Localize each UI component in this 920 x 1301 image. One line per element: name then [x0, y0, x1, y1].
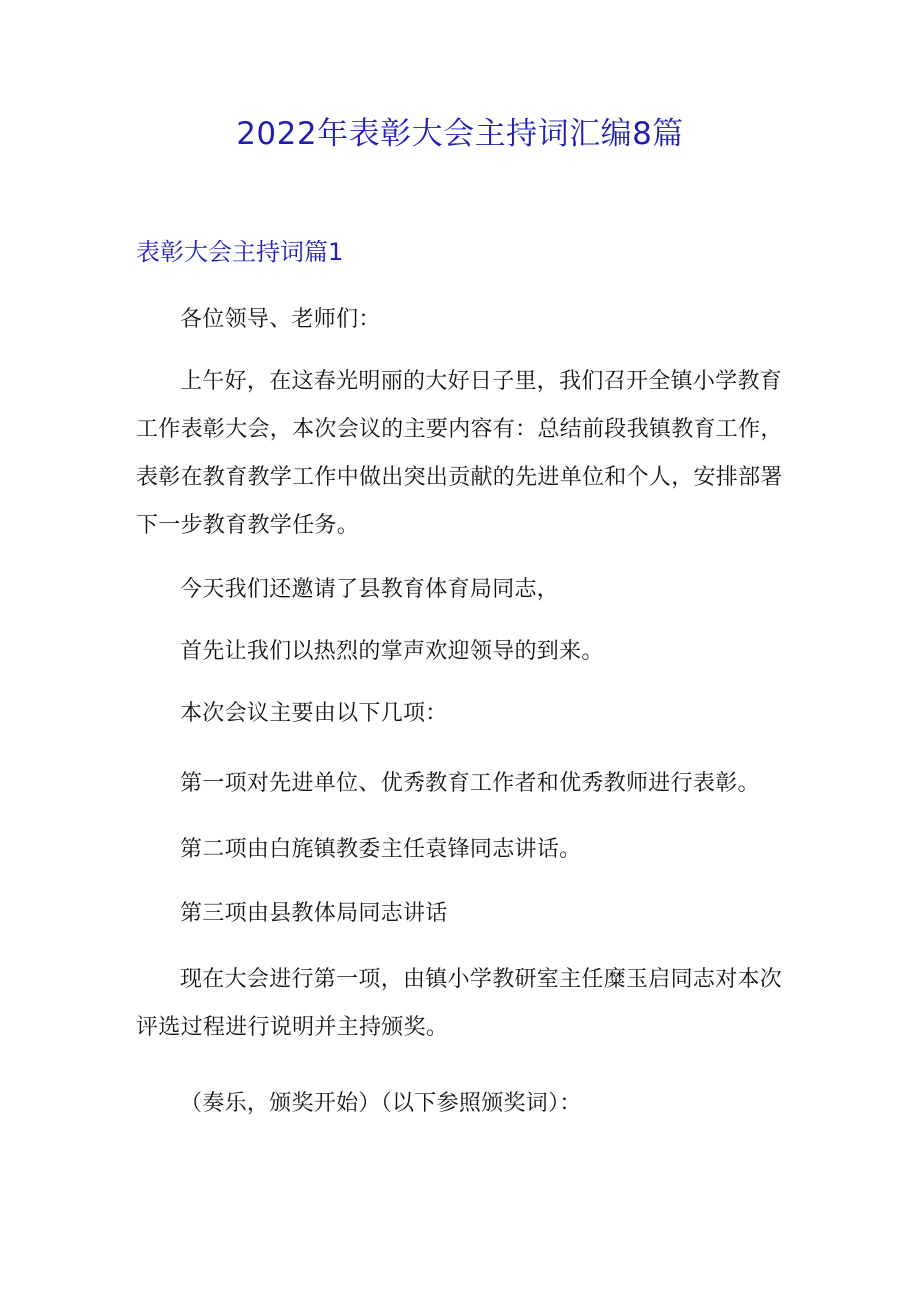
paragraph-welcome: 首先让我们以热烈的掌声欢迎领导的到来。: [180, 639, 604, 664]
paragraph-item-2: 第二项由白旄镇教委主任袁锋同志讲话。: [180, 837, 582, 862]
document-title: 2022年表彰大会主持词汇编8篇: [236, 116, 684, 152]
paragraph-item-1: 第一项对先进单位、优秀教育工作者和优秀教师进行表彰。: [180, 771, 760, 796]
paragraph-greeting: 各位领导、老师们：: [180, 307, 381, 332]
paragraph-first-item: 现在大会进行第一项，由镇小学教研室主任糜玉启同志对本次评选过程进行说明并主持颁奖。: [136, 967, 783, 1040]
paragraph-agenda-intro: 本次会议主要由以下几项：: [180, 701, 448, 726]
paragraph-opening: 上午好，在这春光明丽的大好日子里，我们召开全镇小学教育工作表彰大会，本次会议的主要内容有：总结前段我镇教育工作，表彰在教育教学工作中做出突出贡献的先进单位和个人，安排部署下一步教育教学任务。: [136, 369, 783, 538]
section-heading: 表彰大会主持词篇1: [136, 238, 344, 266]
paragraph-invited: 今天我们还邀请了县教育体育局同志，: [180, 577, 560, 602]
paragraph-award-start: （奏乐，颁奖开始）（以下参照颁奖词）：: [180, 1091, 582, 1116]
paragraph-item-3: 第三项由县教体局同志讲话: [180, 901, 448, 926]
